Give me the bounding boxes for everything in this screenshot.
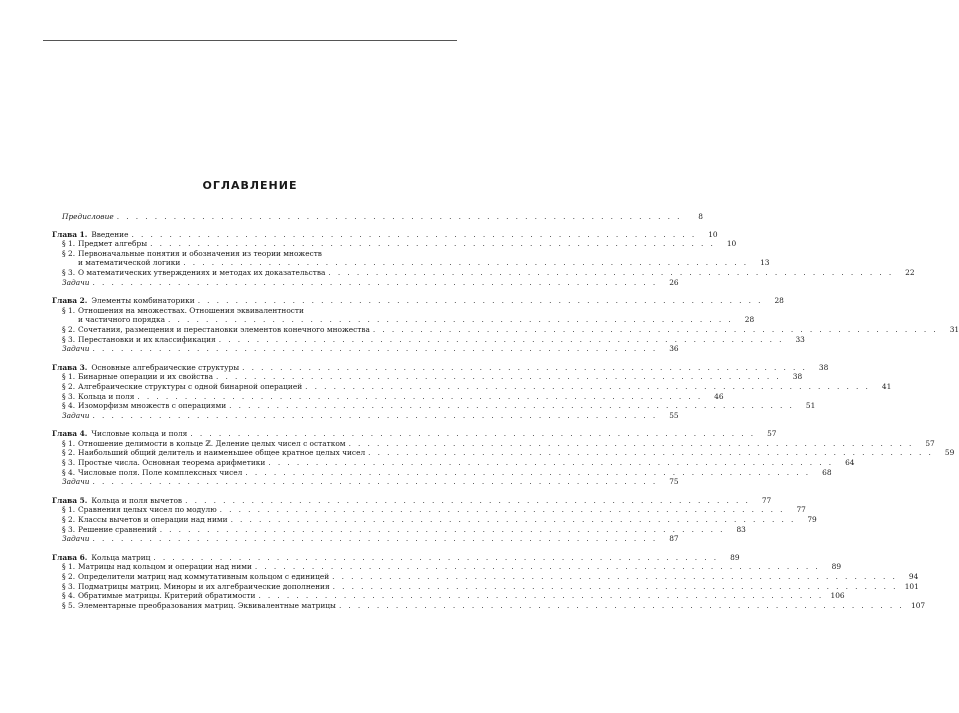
section-title: Элементарные преобразования матриц. Эквивалентные матрицы (78, 600, 336, 610)
leader-dots: . . . . . . . . . . . . . . . . . . . . . . . . . . . . . . . . . . . . . . . . . . . . . . . . . . . . . . . . . . . . (190, 429, 756, 439)
leader-dots: . . . . . . . . . . . . . . . . . . . . . . . . . . . . . . . . . . . . . . . . . . . . . . . . . . . . . . . . . . . . (168, 315, 734, 325)
section-title: Простые числа. Основная теорема арифметики (78, 458, 266, 468)
section-title: Отношения на множествах. Отношения эквивалентности (78, 305, 304, 315)
leader-dots: . . . . . . . . . . . . . . . . . . . . . . . . . . . . . . . . . . . . . . . . . . . . . . . . . . . . . . . . . . . . (368, 448, 934, 458)
section-title: Перестановки и их классификация (78, 334, 216, 344)
section-number: § 1. (62, 372, 76, 382)
chapter-page: 57 (767, 429, 777, 439)
section-page: 89 (831, 562, 842, 572)
preface-title: Предисловие (62, 212, 114, 221)
chapter-label: Глава 6. (52, 552, 88, 562)
leader-dots: . . . . . . . . . . . . . . . . . . . . . . . . . . . . . . . . . . . . . . . . . . . . . . . . . . . . . . . . . . . . (372, 324, 939, 334)
section-page: 22 (905, 267, 915, 277)
table-of-contents (52, 212, 959, 619)
section-row (52, 239, 737, 249)
section-page: 51 (805, 401, 816, 411)
section-number: § 5. (62, 600, 76, 610)
chapter-row (52, 429, 777, 439)
section-number: § 2. (62, 448, 76, 458)
toc-preface-row (52, 212, 703, 222)
section-row (52, 467, 832, 478)
section-title: Алгебраические структуры с одной бинарной операцией (78, 381, 303, 391)
leader-dots: . . . . . . . . . . . . . . . . . . . . . . . . . . . . . . . . . . . . . . . . . . . . . . . . . . . . . . . . . . . . (229, 401, 795, 411)
section-title: Сочетания, размещения и перестановки элементов конечного множества (78, 324, 370, 334)
section-title: Сравнения целых чисел по модулю (78, 505, 217, 515)
leader-dots: . . . . . . . . . . . . . . . . . . . . . . . . . . . . . . . . . . . . . . . . . . . . . . . . . . . . . . . . . . . . (153, 552, 719, 562)
leader-dots: . . . . . . . . . . . . . . . . . . . . . . . . . . . . . . . . . . . . . . . . . . . . . . . . . . . . . . . . . . . . (348, 438, 914, 448)
chapter-page: 28 (774, 296, 784, 306)
section-number: § 1. (62, 239, 76, 249)
section-row (52, 562, 842, 572)
section-title: и частичного порядка (78, 315, 165, 325)
chapter-row (52, 552, 740, 563)
section-page: 41 (881, 381, 892, 391)
section-title: Предмет алгебры (78, 239, 148, 249)
chapter-label: Глава 1. (52, 229, 88, 239)
section-page: 79 (807, 515, 817, 525)
chapter-row (52, 362, 829, 373)
chapter-title: Основные алгебраические структуры (91, 362, 240, 372)
header-rule (43, 40, 457, 41)
section-page: 46 (714, 391, 724, 401)
tasks-page: 87 (669, 534, 679, 544)
section-continuation-row (52, 315, 755, 325)
section-row (52, 581, 919, 592)
section-page: 83 (736, 524, 746, 534)
leader-dots: . . . . . . . . . . . . . . . . . . . . . . . . . . . . . . . . . . . . . . . . . . . . . . . . . . . . . . . . . . . . (328, 267, 894, 277)
chapter-page: 89 (730, 552, 740, 562)
section-row (52, 372, 803, 382)
section-title: Изоморфизм множеств с операциями (78, 401, 227, 411)
tasks-page: 26 (669, 277, 679, 287)
chapter-block (52, 429, 955, 487)
leader-dots: . . . . . . . . . . . . . . . . . . . . . . . . . . . . . . . . . . . . . . . . . . . . . . . . . . . . . . . . . . . . (92, 277, 658, 287)
chapter-page: 38 (818, 362, 829, 372)
section-row (52, 401, 816, 411)
leader-dots: . . . . . . . . . . . . . . . . . . . . . . . . . . . . . . . . . . . . . . . . . . . . . . . . . . . . . . . . . . . . (332, 581, 898, 591)
section-number: § 4. (62, 591, 76, 601)
section-row (52, 524, 746, 535)
leader-dots: . . . . . . . . . . . . . . . . . . . . . . . . . . . . . . . . . . . . . . . . . . . . . . . . . . . . . . . . . . . . (332, 572, 898, 581)
tasks-label: Задачи (62, 477, 90, 487)
leader-dots: . . . . . . . . . . . . . . . . . . . . . . . . . . . . . . . . . . . . . . . . . . . . . . . . . . . . . . . . . . . . (137, 391, 703, 401)
section-row (52, 306, 456, 316)
chapter-title: Кольца и поля вычетов (91, 495, 183, 505)
chapter-label: Глава 3. (52, 362, 88, 372)
leader-dots: . . . . . . . . . . . . . . . . . . . . . . . . . . . . . . . . . . . . . . . . . . . . . . . . . . . . . . . . . . . . (92, 410, 658, 420)
chapter-title: Числовые кольца и поля (91, 429, 188, 439)
section-continuation-row (52, 258, 770, 268)
section-number: § 1. (62, 305, 76, 315)
leader-dots: . . . . . . . . . . . . . . . . . . . . . . . . . . . . . . . . . . . . . . . . . . . . . . . . . . . . . . . . . . . . (305, 381, 871, 391)
chapter-page: 77 (761, 495, 772, 505)
leader-dots: . . . . . . . . . . . . . . . . . . . . . . . . . . . . . . . . . . . . . . . . . . . . . . . . . . . . . . . . . . . . (268, 458, 834, 468)
leader-dots: . . . . . . . . . . . . . . . . . . . . . . . . . . . . . . . . . . . . . . . . . . . . . . . . . . . . . . . . . . . . (242, 362, 808, 372)
chapter-page: 10 (708, 229, 718, 239)
section-row (52, 505, 806, 515)
section-number: § 3. (62, 334, 76, 344)
chapter-title: Элементы комбинаторики (91, 296, 195, 306)
leader-dots: . . . . . . . . . . . . . . . . . . . . . . . . . . . . . . . . . . . . . . . . . . . . . . . . . . . . . . . . . . . . (197, 296, 763, 306)
section-row (52, 324, 959, 335)
section-number: § 3. (62, 391, 76, 401)
tasks-row (52, 477, 679, 487)
section-title: Отношение делимости в кольце ℤ. Деление целых чисел с остатком (78, 438, 346, 448)
section-page: 57 (925, 438, 935, 448)
section-title: Первоначальные понятия и обозначения из теории множеств (78, 248, 322, 258)
preface-page: 8 (698, 212, 703, 221)
section-number: § 1. (62, 438, 76, 448)
chapter-block (52, 552, 926, 611)
section-title: Кольца и поля (78, 391, 135, 401)
section-page: 64 (845, 458, 855, 468)
section-title: Классы вычетов и операции над ними (78, 515, 228, 525)
section-number: § 2. (62, 515, 76, 525)
tasks-row (52, 344, 679, 354)
tasks-label: Задачи (62, 410, 90, 420)
leader-dots: . . . . . . . . . . . . . . . . . . . . . . . . . . . . . . . . . . . . . . . . . . . . . . . . . . . . . . . . . . . . (219, 505, 785, 515)
section-number: § 4. (62, 467, 76, 477)
section-page: 94 (908, 572, 919, 581)
section-row (52, 591, 845, 601)
section-title: Числовые поля. Поле комплексных чисел (78, 467, 243, 477)
leader-dots: . . . . . . . . . . . . . . . . . . . . . . . . . . . . . . . . . . . . . . . . . . . . . . . . . . . . . . . . . . . . (92, 534, 658, 544)
section-number: § 2. (62, 381, 76, 391)
chapter-row (52, 495, 772, 506)
section-title: Матрицы над кольцом и операции над ними (78, 562, 252, 572)
leader-dots: . . . . . . . . . . . . . . . . . . . . . . . . . . . . . . . . . . . . . . . . . . . . . . . . . . . . . . . . . . . . (150, 239, 716, 249)
chapter-title: Кольца матриц (91, 552, 151, 562)
section-title: Решение сравнений (78, 524, 157, 534)
section-page: 33 (795, 334, 805, 344)
section-row (52, 572, 919, 582)
section-page: 31 (949, 324, 959, 334)
leader-dots: . . . . . . . . . . . . . . . . . . . . . . . . . . . . . . . . . . . . . . . . . . . . . . . . . . . . . . . . . . . . (218, 334, 784, 344)
leader-dots: . . . . . . . . . . . . . . . . . . . . . . . . . . . . . . . . . . . . . . . . . . . . . . . . . . . . . . . . . . . . (116, 212, 682, 221)
section-page: 106 (830, 591, 845, 601)
section-page: 13 (760, 258, 770, 268)
tasks-row (52, 534, 679, 544)
section-row (52, 438, 935, 449)
section-page: 101 (904, 581, 919, 591)
leader-dots: . . . . . . . . . . . . . . . . . . . . . . . . . . . . . . . . . . . . . . . . . . . . . . . . . . . . . . . . . . . . (254, 562, 821, 572)
section-page: 10 (726, 239, 737, 249)
section-row (52, 267, 915, 278)
section-row (52, 249, 456, 259)
chapter-title: Введение (91, 229, 129, 239)
section-number: § 3. (62, 524, 76, 534)
section-number: § 2. (62, 572, 76, 581)
section-number: § 2. (62, 248, 76, 258)
page-title: ОГЛАВЛЕНИЕ (202, 179, 298, 192)
chapter-block (52, 362, 892, 421)
leader-dots: . . . . . . . . . . . . . . . . . . . . . . . . . . . . . . . . . . . . . . . . . . . . . . . . . . . . . . . . . . . . (183, 258, 749, 268)
leader-dots: . . . . . . . . . . . . . . . . . . . . . . . . . . . . . . . . . . . . . . . . . . . . . . . . . . . . . . . . . . . . (92, 344, 658, 354)
section-row (52, 448, 955, 458)
tasks-page: 55 (669, 410, 679, 420)
tasks-label: Задачи (62, 344, 90, 354)
tasks-row (52, 410, 679, 421)
tasks-label: Задачи (62, 277, 90, 287)
chapter-row (52, 229, 718, 240)
section-number: § 2. (62, 324, 76, 334)
section-number: § 1. (62, 505, 76, 515)
leader-dots: . . . . . . . . . . . . . . . . . . . . . . . . . . . . . . . . . . . . . . . . . . . . . . . . . . . . . . . . . . . . (245, 467, 811, 477)
chapter-row (52, 296, 784, 306)
section-page: 107 (911, 600, 926, 610)
tasks-row (52, 277, 679, 288)
section-page: 68 (822, 467, 832, 477)
section-number: § 3. (62, 267, 76, 277)
leader-dots: . . . . . . . . . . . . . . . . . . . . . . . . . . . . . . . . . . . . . . . . . . . . . . . . . . . . . . . . . . . . (185, 495, 751, 505)
tasks-label: Задачи (62, 534, 90, 544)
chapter-label: Глава 4. (52, 429, 88, 439)
leader-dots: . . . . . . . . . . . . . . . . . . . . . . . . . . . . . . . . . . . . . . . . . . . . . . . . . . . . . . . . . . . . (92, 477, 658, 487)
section-title: О математических утверждениях и методах их доказательства (78, 267, 326, 277)
section-number: § 1. (62, 562, 76, 572)
section-number: § 4. (62, 401, 76, 411)
section-page: 38 (792, 372, 803, 382)
tasks-page: 36 (669, 344, 679, 354)
tasks-page: 75 (669, 477, 679, 487)
section-row (52, 515, 817, 525)
chapter-block (52, 229, 915, 288)
section-row (52, 458, 855, 468)
leader-dots: . . . . . . . . . . . . . . . . . . . . . . . . . . . . . . . . . . . . . . . . . . . . . . . . . . . . . . . . . . . . (159, 524, 725, 534)
chapter-block (52, 296, 959, 354)
leader-dots: . . . . . . . . . . . . . . . . . . . . . . . . . . . . . . . . . . . . . . . . . . . . . . . . . . . . . . . . . . . . (131, 229, 697, 239)
section-title: Бинарные операции и их свойства (78, 372, 213, 382)
section-title: Подматрицы матриц. Миноры и их алгебраические дополнения (78, 581, 330, 591)
section-row (52, 600, 926, 611)
leader-dots: . . . . . . . . . . . . . . . . . . . . . . . . . . . . . . . . . . . . . . . . . . . . . . . . . . . . . . . . . . . . (338, 600, 905, 610)
chapter-block (52, 495, 817, 544)
section-number: § 3. (62, 581, 76, 591)
section-row (52, 334, 805, 345)
section-title: Обратимые матрицы. Критерий обратимости (78, 591, 256, 601)
leader-dots: . . . . . . . . . . . . . . . . . . . . . . . . . . . . . . . . . . . . . . . . . . . . . . . . . . . . . . . . . . . . (258, 591, 824, 601)
chapter-label: Глава 5. (52, 495, 88, 505)
section-title: Наибольший общий делитель и наименьшее общее кратное целых чисел (78, 448, 366, 458)
section-page: 28 (744, 315, 755, 325)
section-title: и математической логики (78, 258, 181, 268)
leader-dots: . . . . . . . . . . . . . . . . . . . . . . . . . . . . . . . . . . . . . . . . . . . . . . . . . . . . . . . . . . . . (215, 372, 782, 382)
section-row (52, 381, 892, 392)
section-page: 77 (796, 505, 806, 515)
section-row (52, 391, 724, 402)
section-number: § 3. (62, 458, 76, 468)
leader-dots: . . . . . . . . . . . . . . . . . . . . . . . . . . . . . . . . . . . . . . . . . . . . . . . . . . . . . . . . . . . . (230, 515, 796, 525)
section-page: 59 (944, 448, 955, 458)
chapter-label: Глава 2. (52, 296, 88, 306)
section-title: Определители матриц над коммутативным кольцом с единицей (78, 572, 330, 581)
